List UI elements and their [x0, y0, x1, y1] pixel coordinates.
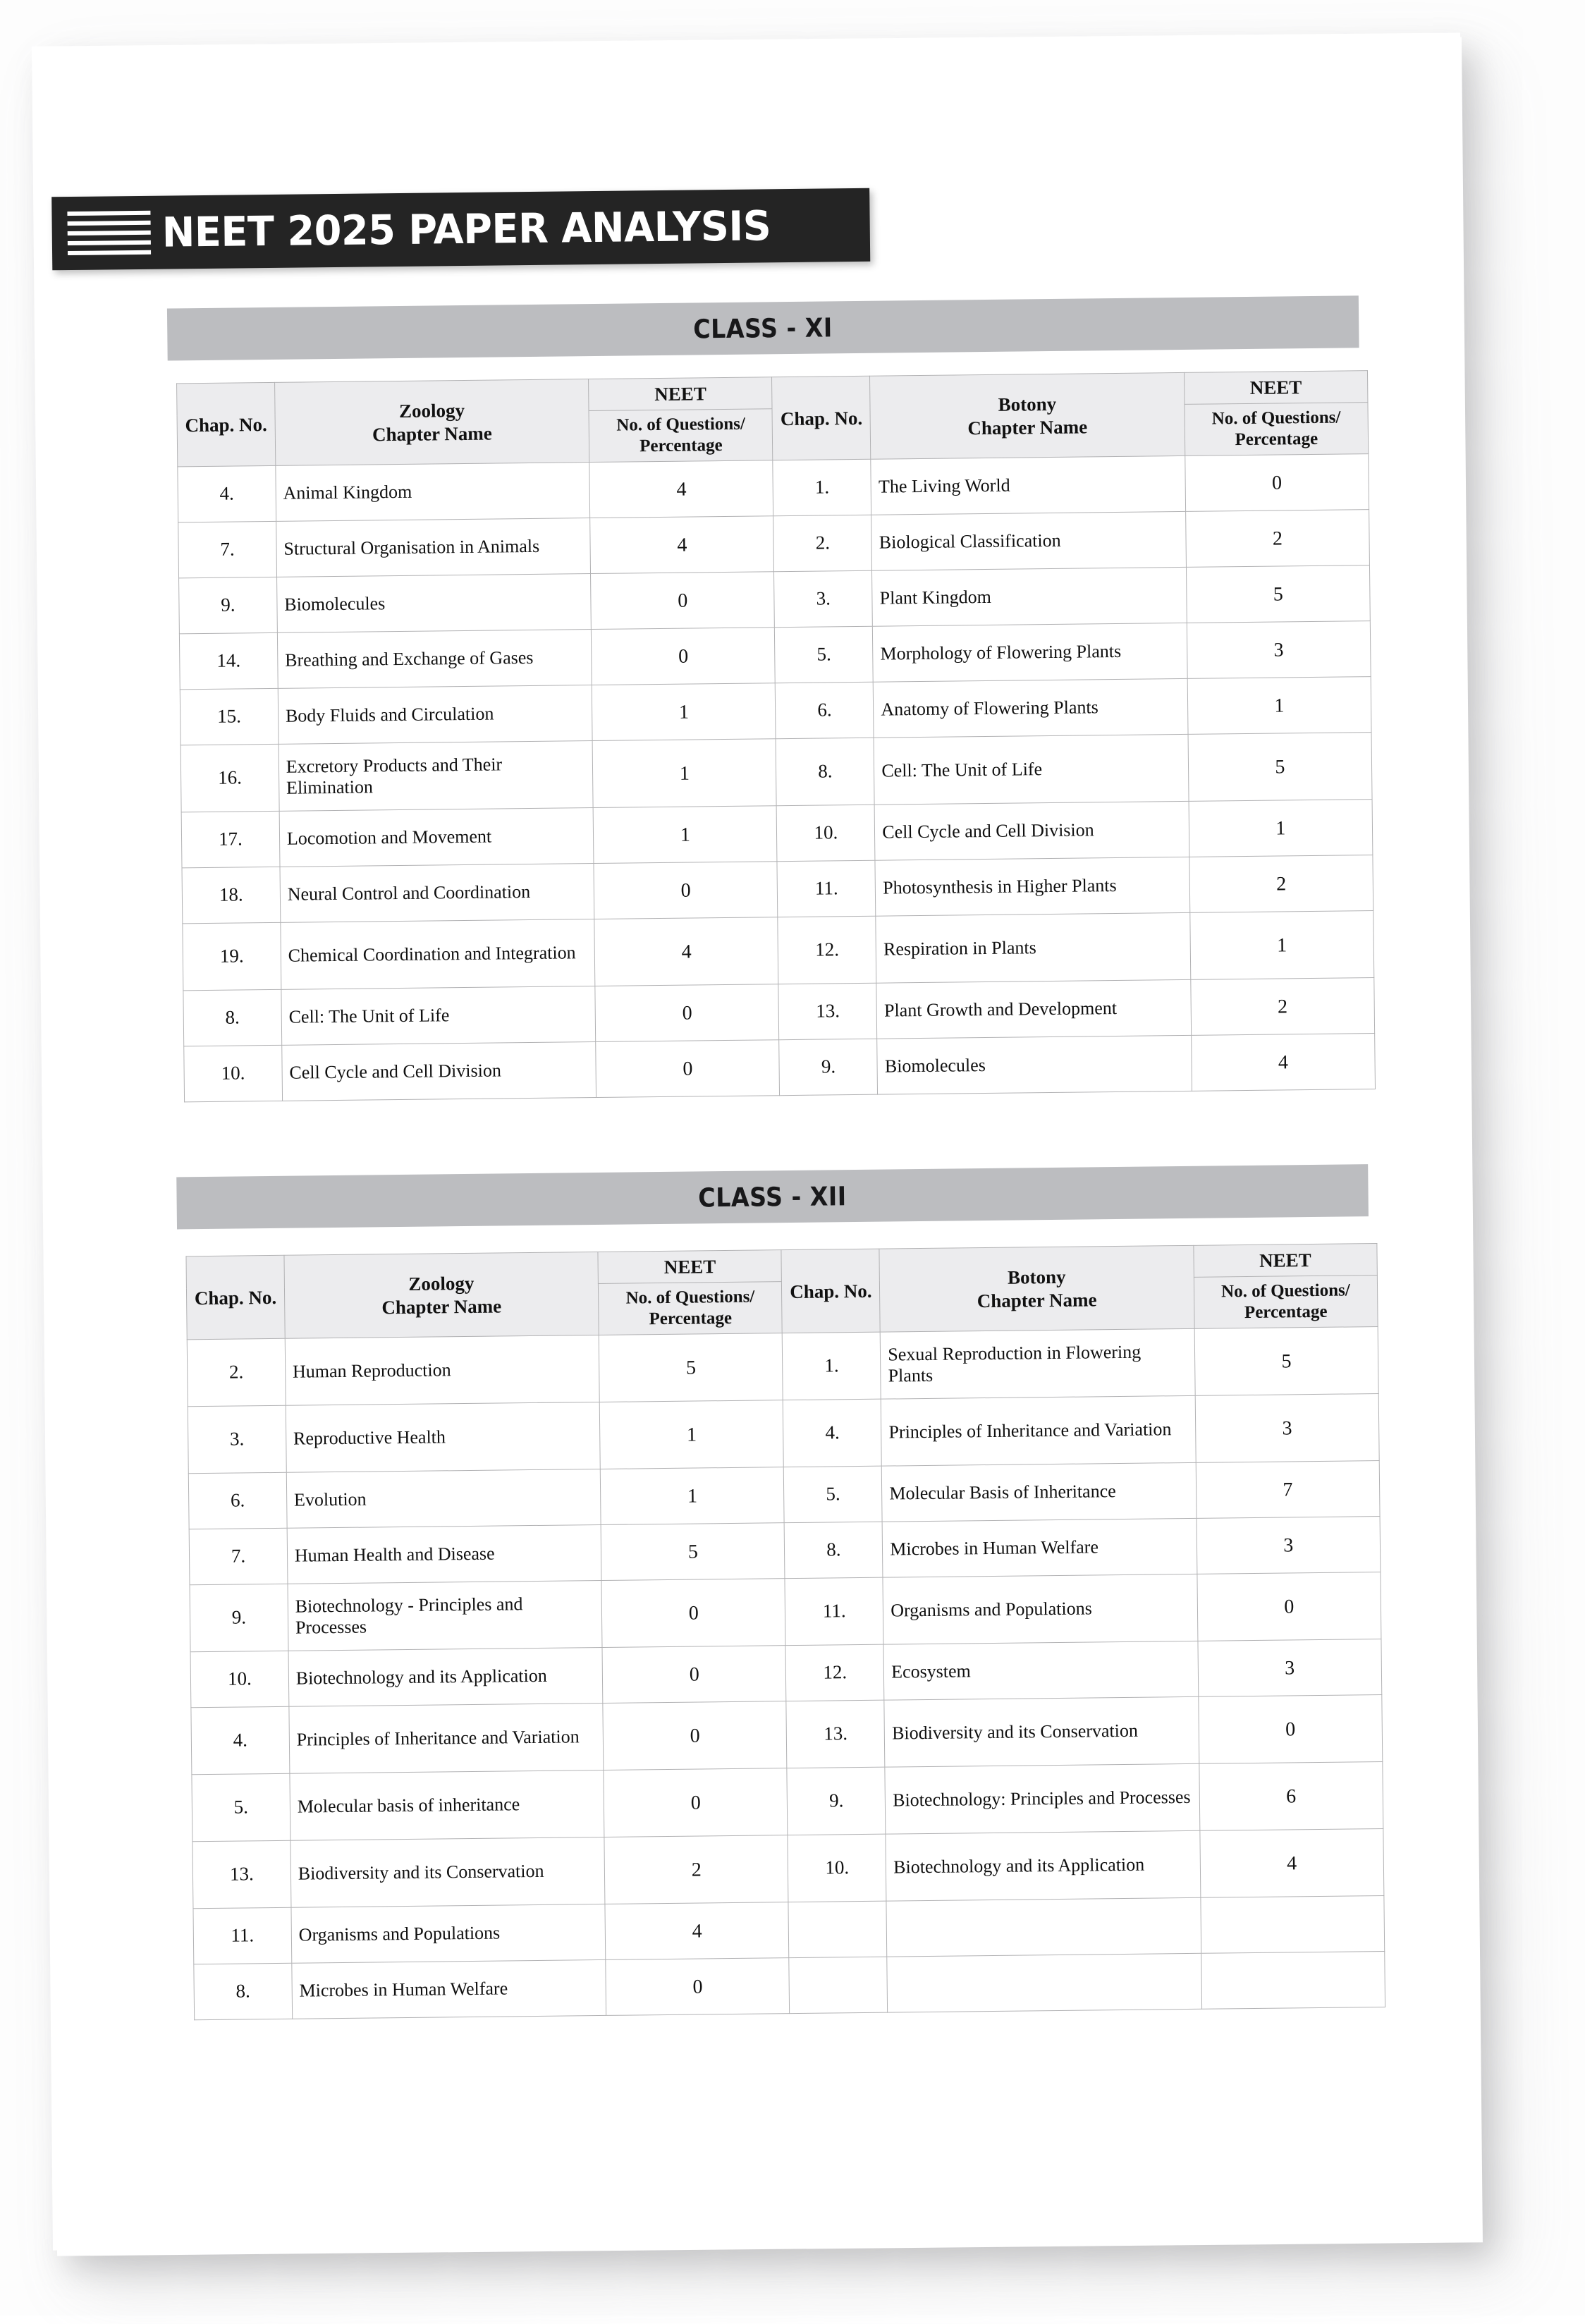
section-band-label: CLASS - XII — [698, 1180, 847, 1213]
cell-botony-chapter: Biological Classification — [871, 512, 1186, 571]
cell-chap-no-botony: 8. — [785, 1522, 883, 1579]
header-zoology-chapter-name — [284, 1252, 599, 1338]
cell-botony-chapter: Plant Growth and Development — [876, 980, 1191, 1039]
cell-zoology-value: 0 — [591, 572, 775, 630]
cell-zoology-value: 0 — [603, 1701, 787, 1770]
section-band-class-xi — [167, 295, 1359, 360]
cell-zoology-chapter: Cell: The Unit of Life — [281, 986, 596, 1046]
cell-zoology-chapter: Chemical Coordination and Integration — [281, 919, 595, 990]
cell-botony-value: 1 — [1189, 911, 1373, 980]
cell-zoology-chapter: Reproductive Health — [286, 1402, 600, 1473]
cell-botony-chapter: Respiration in Plants — [876, 913, 1190, 984]
header-questions-line2: Percentage — [649, 1309, 733, 1329]
cell-chap-no-zoology: 2. — [187, 1339, 286, 1407]
cell-botony-chapter: Sexual Reproduction in Flowering Plants — [880, 1329, 1194, 1400]
table-row — [187, 1327, 1378, 1407]
cell-chap-no-botony — [788, 1902, 887, 1958]
table-body-class-xi — [178, 454, 1376, 1102]
header-neet-zoology: NEET — [589, 377, 773, 411]
cell-chap-no-zoology: 9. — [190, 1584, 288, 1652]
cell-botony-value: 3 — [1197, 1517, 1381, 1574]
cell-chap-no-botony — [789, 1957, 888, 2014]
cell-zoology-value: 1 — [592, 739, 776, 808]
cell-chap-no-zoology: 19. — [183, 923, 281, 991]
header-neet-botony: NEET — [1184, 371, 1368, 405]
cell-zoology-chapter: Breathing and Exchange of Gases — [277, 630, 592, 689]
cell-botony-chapter: Microbes in Human Welfare — [882, 1519, 1197, 1578]
cell-botony-chapter: Morphology of Flowering Plants — [873, 623, 1187, 683]
cell-zoology-value: 1 — [592, 683, 776, 741]
cell-chap-no-botony: 11. — [785, 1578, 883, 1646]
cell-botony-value: 5 — [1194, 1327, 1378, 1396]
cell-zoology-chapter: Molecular basis of inheritance — [290, 1770, 604, 1841]
cell-zoology-chapter: Organisms and Populations — [291, 1904, 606, 1964]
cell-botony-chapter: Biomolecules — [877, 1036, 1192, 1095]
cell-zoology-chapter: Microbes in Human Welfare — [292, 1960, 606, 2019]
cell-chap-no-botony: 1. — [773, 460, 871, 516]
cell-botony-chapter: Cell Cycle and Cell Division — [874, 802, 1189, 861]
cell-zoology-value: 0 — [596, 1040, 780, 1098]
cell-botony-value: 4 — [1191, 1034, 1375, 1091]
cell-zoology-value: 4 — [605, 1902, 789, 1960]
cell-chap-no-botony: 12. — [778, 917, 876, 984]
cell-botony-value: 1 — [1189, 800, 1373, 857]
cell-zoology-value: 1 — [593, 806, 777, 864]
cell-zoology-chapter: Structural Organisation in Animals — [276, 518, 591, 577]
cell-chap-no-zoology: 6. — [188, 1473, 287, 1529]
cell-chap-no-zoology: 16. — [180, 745, 279, 812]
cell-zoology-chapter: Cell Cycle and Cell Division — [282, 1042, 596, 1101]
cell-zoology-value: 4 — [589, 460, 773, 518]
header-questions-line2: Percentage — [1244, 1302, 1328, 1323]
cell-zoology-value: 0 — [595, 984, 779, 1042]
table-row — [184, 1034, 1376, 1102]
cell-botony-value: 0 — [1198, 1695, 1382, 1764]
cell-chap-no-botony: 3. — [774, 571, 873, 628]
table-row — [192, 1762, 1383, 1842]
header-questions-line1: No. of Questions/ — [1220, 1280, 1350, 1302]
cell-zoology-chapter: Neural Control and Coordination — [280, 864, 594, 923]
cell-chap-no-botony: 2. — [773, 515, 872, 572]
header-botony-line1: Botony — [998, 393, 1057, 416]
cell-botony-value: 5 — [1188, 733, 1372, 802]
header-questions-line1: No. of Questions/ — [625, 1287, 755, 1308]
cell-chap-no-zoology: 5. — [192, 1774, 290, 1842]
header-zoology-line1: Zoology — [408, 1273, 475, 1295]
cell-chap-no-zoology: 13. — [192, 1841, 291, 1909]
cell-zoology-chapter: Locomotion and Movement — [279, 808, 594, 867]
header-botony-line2: Chapter Name — [977, 1289, 1097, 1311]
cell-botony-value: 2 — [1189, 855, 1373, 913]
cell-zoology-chapter: Body Fluids and Circulation — [278, 685, 592, 745]
cell-botony-value: 3 — [1187, 621, 1371, 679]
cell-chap-no-botony: 11. — [777, 861, 876, 917]
cell-zoology-chapter: Biotechnology and its Application — [288, 1648, 603, 1707]
header-neet-botony: NEET — [1194, 1244, 1378, 1278]
cell-chap-no-botony: 9. — [779, 1039, 878, 1096]
section-band-class-xii — [176, 1164, 1369, 1229]
cell-botony-chapter: Biodiversity and its Conservation — [884, 1697, 1199, 1768]
cell-zoology-value: 0 — [592, 628, 776, 685]
cell-botony-chapter: Photosynthesis in Higher Plants — [875, 857, 1189, 917]
cell-botony-chapter — [886, 1898, 1201, 1957]
cell-zoology-value: 5 — [599, 1333, 783, 1402]
cell-chap-no-zoology: 8. — [194, 1964, 293, 2020]
cell-botony-value: 2 — [1190, 978, 1374, 1036]
cell-chap-no-zoology: 10. — [190, 1651, 289, 1708]
cell-chap-no-botony: 13. — [786, 1701, 885, 1768]
header-zoology-line1: Zoology — [398, 400, 465, 422]
cell-botony-chapter: Ecosystem — [883, 1641, 1198, 1701]
stripes-icon — [67, 211, 151, 255]
cell-botony-value — [1201, 1896, 1385, 1954]
cell-chap-no-botony: 12. — [785, 1645, 884, 1701]
header-questions-botony — [1185, 403, 1369, 456]
cell-zoology-value: 0 — [601, 1579, 785, 1648]
cell-zoology-value: 4 — [594, 917, 778, 986]
cell-chap-no-botony: 9. — [787, 1768, 886, 1835]
header-questions-zoology — [599, 1282, 783, 1335]
cell-chap-no-zoology: 10. — [184, 1046, 283, 1102]
header-questions-line1: No. of Questions/ — [616, 415, 746, 436]
cell-zoology-chapter: Biomolecules — [276, 574, 591, 633]
cell-zoology-value: 4 — [590, 516, 774, 574]
header-chap-no-botony: Chap. No. — [781, 1249, 880, 1333]
header-botony-line1: Botony — [1007, 1266, 1066, 1289]
header-questions-line2: Percentage — [639, 436, 723, 456]
cell-chap-no-zoology: 15. — [180, 689, 279, 745]
table-row — [188, 1394, 1379, 1474]
cell-botony-value: 3 — [1195, 1394, 1379, 1463]
cell-botony-chapter — [887, 1954, 1201, 2013]
header-botony-line2: Chapter Name — [967, 416, 1088, 439]
cell-chap-no-botony: 1. — [783, 1333, 881, 1400]
cell-chap-no-zoology: 3. — [188, 1406, 286, 1474]
section-band-label: CLASS - XI — [693, 312, 833, 344]
cell-botony-chapter: Anatomy of Flowering Plants — [873, 679, 1187, 738]
table-row — [183, 911, 1374, 991]
header-chap-no-zoology: Chap. No. — [186, 1255, 285, 1340]
cell-chap-no-zoology: 4. — [178, 466, 276, 522]
cell-chap-no-zoology: 9. — [179, 577, 278, 634]
cell-zoology-chapter: Principles of Inheritance and Variation — [289, 1704, 604, 1774]
cell-chap-no-zoology: 4. — [191, 1707, 290, 1775]
cell-zoology-chapter: Biotechnology - Principles and Processes — [288, 1581, 602, 1651]
header-zoology-line2: Chapter Name — [372, 422, 492, 446]
header-questions-line1: No. of Questions/ — [1211, 408, 1341, 429]
cell-botony-value: 6 — [1199, 1762, 1383, 1831]
header-zoology-chapter-name — [274, 379, 589, 466]
cell-botony-chapter: Biotechnology: Principles and Processes — [885, 1764, 1199, 1835]
document-title-bar — [51, 188, 870, 271]
header-zoology-line2: Chapter Name — [381, 1295, 502, 1319]
header-botony-chapter-name — [879, 1245, 1194, 1332]
cell-zoology-chapter: Human Health and Disease — [287, 1525, 601, 1584]
cell-chap-no-zoology: 18. — [182, 867, 281, 924]
cell-chap-no-zoology: 8. — [183, 990, 282, 1046]
cell-chap-no-botony: 8. — [776, 738, 875, 806]
cell-zoology-value: 0 — [602, 1646, 786, 1704]
cell-zoology-value: 1 — [600, 1467, 784, 1525]
cell-chap-no-botony: 10. — [777, 805, 876, 862]
cell-zoology-chapter: Excretory Products and Their Elimination — [279, 741, 593, 812]
cell-botony-value: 4 — [1200, 1829, 1384, 1898]
cell-botony-value: 0 — [1197, 1572, 1381, 1641]
cell-zoology-value: 0 — [606, 1958, 790, 2016]
cell-botony-value — [1201, 1952, 1385, 2010]
cell-zoology-value: 0 — [594, 862, 778, 919]
table-row — [192, 1829, 1384, 1909]
cell-chap-no-zoology: 14. — [179, 633, 278, 690]
cell-zoology-value: 0 — [604, 1768, 788, 1837]
cell-chap-no-botony: 4. — [783, 1400, 882, 1467]
cell-botony-chapter: The Living World — [871, 456, 1185, 515]
cell-zoology-value: 5 — [601, 1523, 785, 1581]
page-title: NEET 2025 PAPER ANALYSIS — [161, 202, 771, 257]
cell-chap-no-zoology: 17. — [181, 812, 280, 868]
header-chap-no-zoology: Chap. No. — [177, 382, 276, 467]
table-body-class-xii — [187, 1327, 1385, 2020]
cell-chap-no-botony: 5. — [775, 627, 874, 683]
cell-zoology-chapter: Human Reproduction — [285, 1335, 599, 1406]
cell-chap-no-botony: 6. — [776, 683, 874, 739]
header-chap-no-botony: Chap. No. — [772, 376, 871, 460]
header-questions-zoology — [589, 409, 773, 463]
cell-botony-value: 1 — [1187, 677, 1371, 735]
cell-botony-chapter: Plant Kingdom — [872, 568, 1187, 627]
cell-zoology-value: 2 — [604, 1835, 788, 1904]
cell-botony-chapter: Cell: The Unit of Life — [874, 735, 1188, 805]
table-row — [191, 1695, 1383, 1775]
table-row — [180, 733, 1372, 812]
cell-chap-no-botony: 5. — [784, 1467, 883, 1523]
table-class-xi — [176, 370, 1376, 1103]
cell-zoology-chapter: Biodiversity and its Conservation — [290, 1837, 605, 1908]
cell-botony-value: 5 — [1186, 565, 1370, 623]
cell-botony-chapter: Molecular Basis of Inheritance — [882, 1463, 1197, 1522]
cell-chap-no-zoology: 7. — [189, 1529, 288, 1585]
cell-chap-no-zoology: 11. — [193, 1908, 292, 1964]
cell-chap-no-zoology: 7. — [178, 522, 277, 578]
cell-botony-chapter: Principles of Inheritance and Variation — [881, 1396, 1195, 1467]
cell-chap-no-botony: 13. — [778, 984, 877, 1040]
cell-botony-value: 3 — [1198, 1639, 1382, 1697]
header-questions-line2: Percentage — [1235, 429, 1318, 450]
cell-chap-no-botony: 10. — [788, 1835, 886, 1902]
cell-botony-chapter: Organisms and Populations — [883, 1574, 1197, 1645]
cell-zoology-value: 1 — [599, 1400, 783, 1469]
cell-zoology-chapter: Evolution — [286, 1469, 601, 1529]
cell-botony-value: 7 — [1196, 1461, 1380, 1519]
cell-botony-value: 2 — [1185, 510, 1369, 568]
header-questions-botony — [1194, 1276, 1378, 1329]
table-class-xii — [185, 1243, 1385, 2021]
table-row — [190, 1572, 1381, 1652]
cell-botony-chapter: Biotechnology and its Application — [886, 1831, 1200, 1902]
header-neet-zoology: NEET — [598, 1250, 782, 1284]
header-botony-chapter-name — [870, 372, 1185, 459]
cell-zoology-chapter: Animal Kingdom — [276, 463, 590, 522]
table-row — [194, 1952, 1385, 2020]
cell-botony-value: 0 — [1185, 454, 1369, 512]
